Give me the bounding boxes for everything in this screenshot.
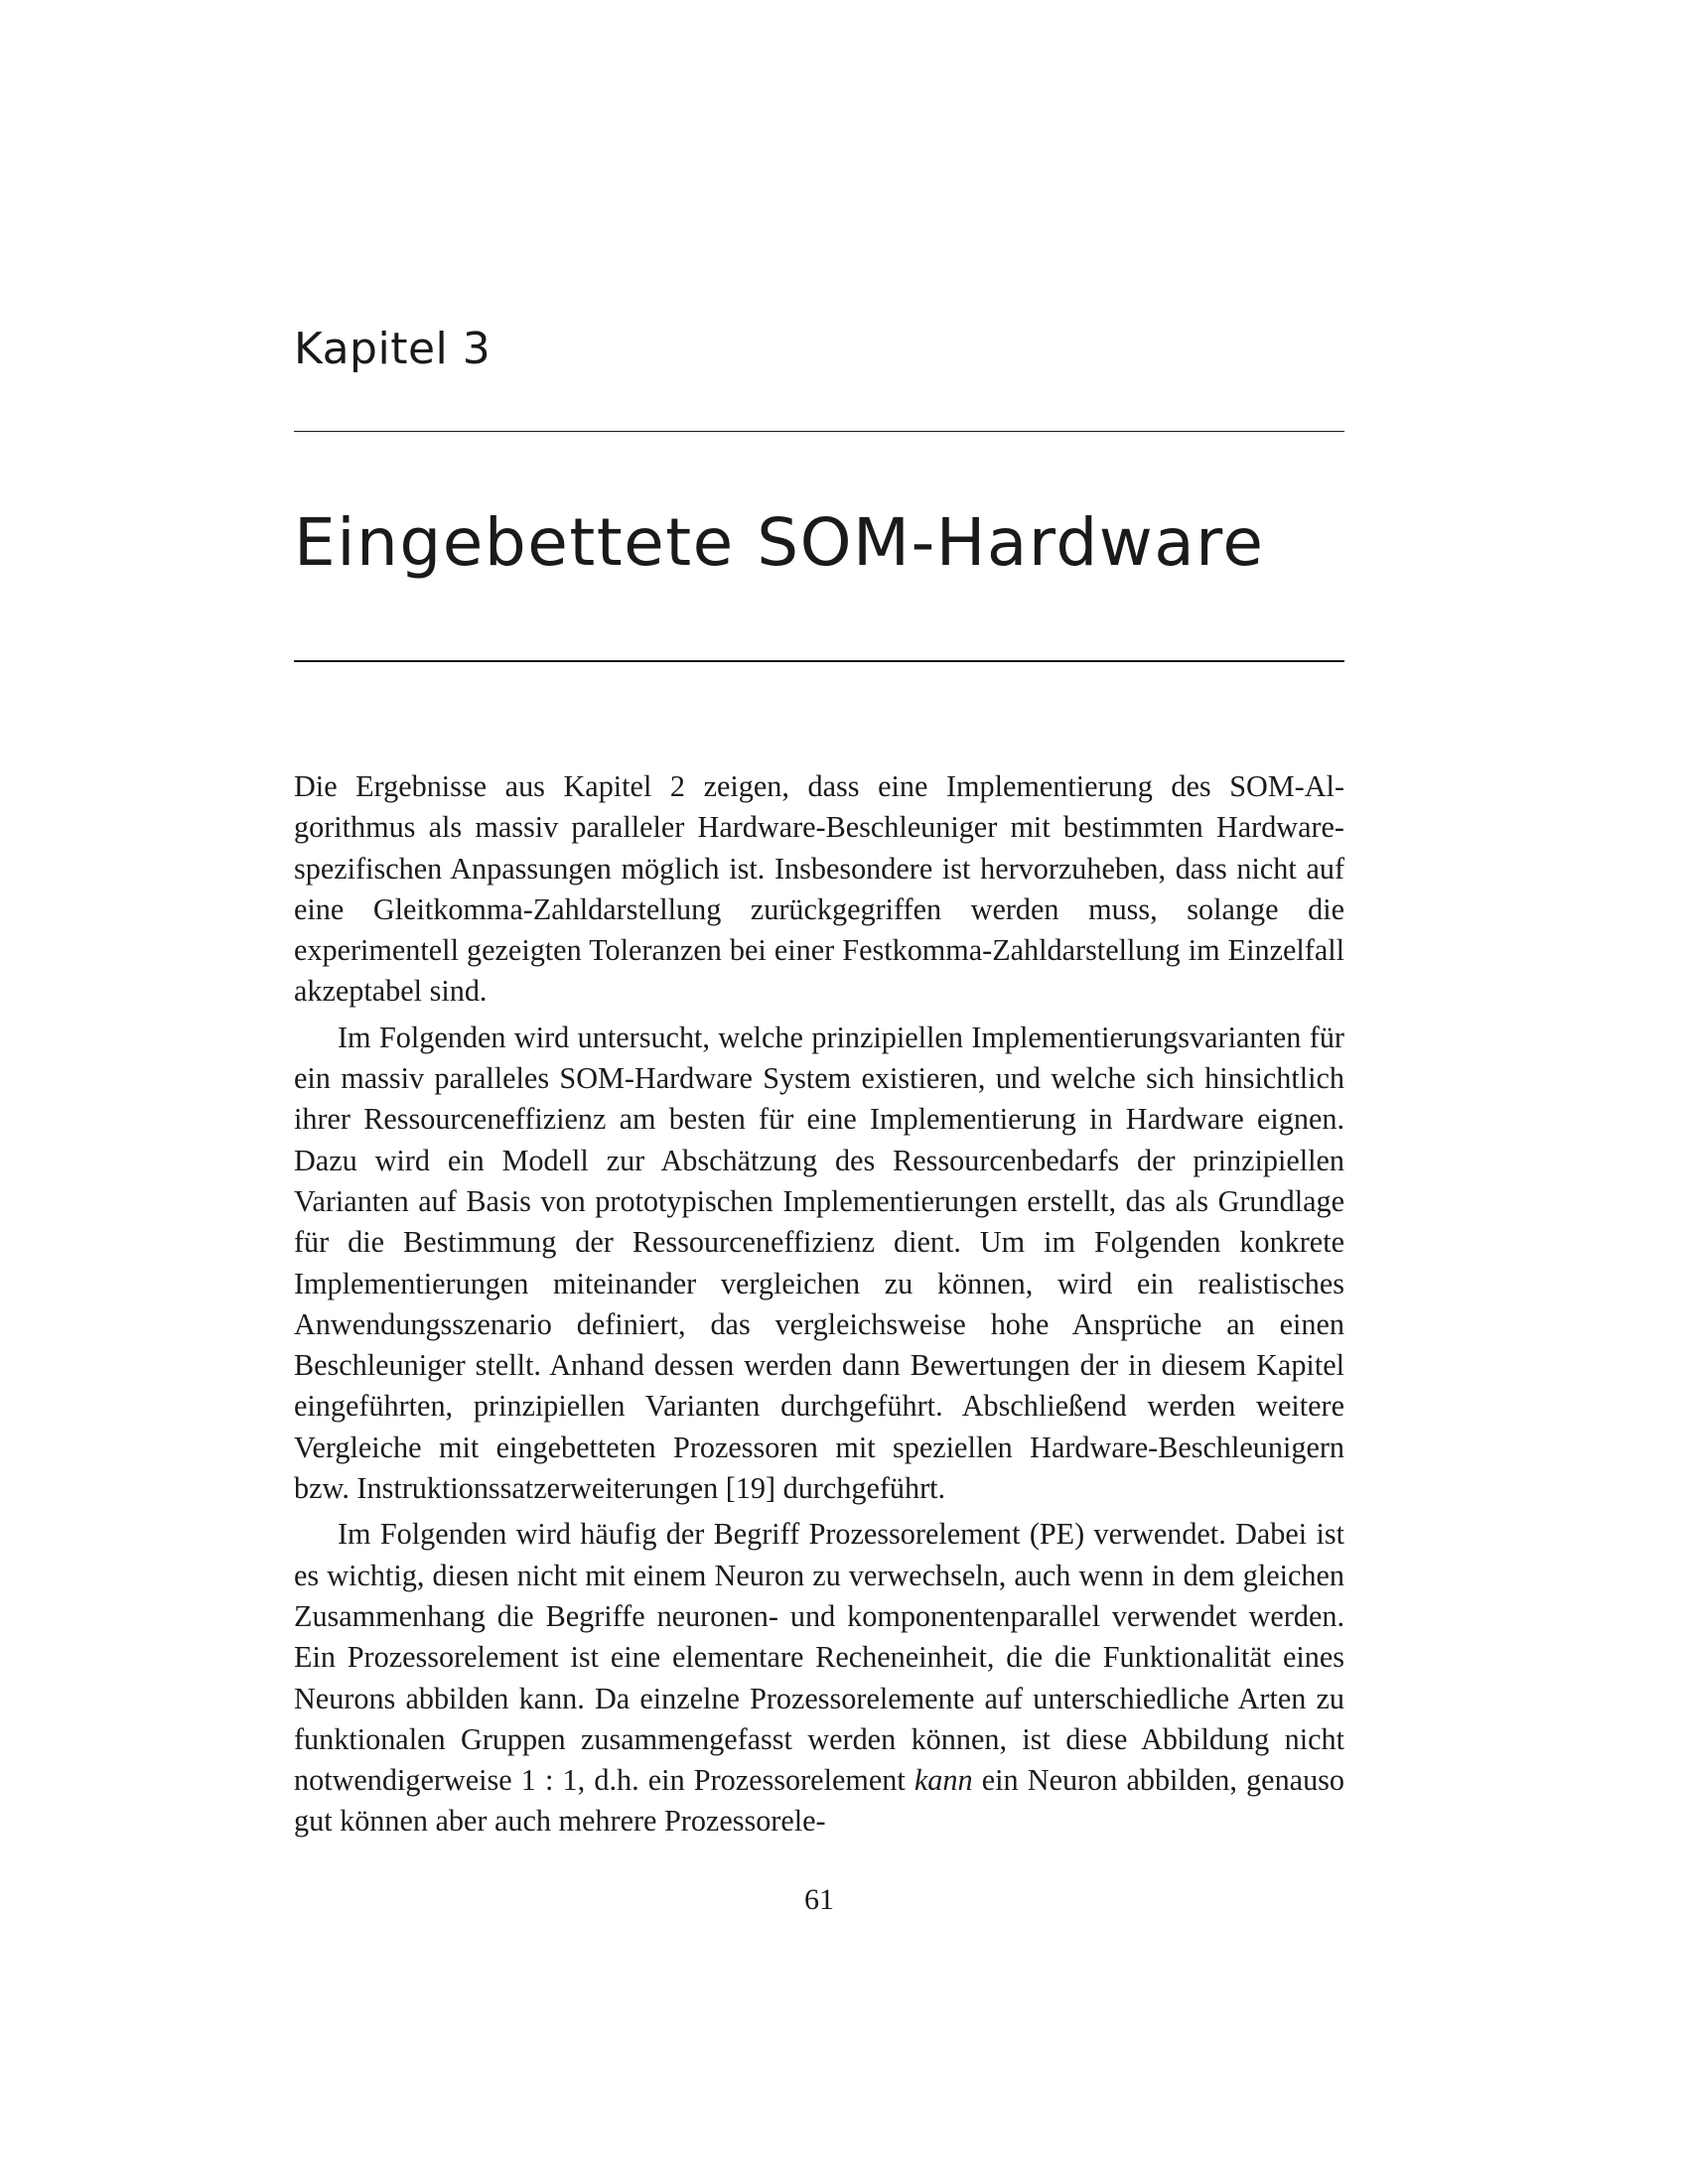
page-number: 61 xyxy=(804,1883,834,1916)
chapter-title: Eingebettete SOM-Hardware xyxy=(294,504,1265,581)
paragraph-text-start: Im Folgenden wird häufig der Begriff Prozessorelement (PE) verwendet. Dabei ist es wichtig, diesen nicht mit einem Neuron zu verwechseln, auch wenn in dem gleichen Zusammenhang die Begriffe neuronen- und komponentenparallel verwendet werden. Ein Prozessorelement ist eine elementare Recheneinheit, die die Funktionalität eines Neurons abbilden kann. Da einzelne Prozessorelemente auf unterschiedliche Arten zu funktionalen Gruppen zusammengefasst werden können, ist diese Abbildung nicht notwendigerweise 1 : 1, d.h. ein Prozessorelement xyxy=(294,1517,1344,1798)
paragraph-intro: Die Ergebnisse aus Kapitel 2 zeigen, dass eine Implementierung des SOM-Algorithmus als massiv paralleler Hardware-Beschleuniger mit bestimmten Hardware-spezifischen Anpassungen möglich ist. Insbesondere ist hervorzuheben, dass nicht auf eine Gleitkomma-Zahldarstellung zurückgegriffen werden muss, solange die experimentell gezeigten Toleranzen bei einer Festkomma-Zahldarstellung im Einzelfall akzeptabel sind. xyxy=(294,769,1344,1009)
chapter-divider-bottom xyxy=(294,660,1344,662)
paragraph-text-end: ein Neuron abbilden, genauso gut können aber auch mehrere Prozessorele- xyxy=(294,1763,1345,1839)
chapter-label: Kapitel 3 xyxy=(294,324,492,374)
paragraph-processing-element xyxy=(294,1514,1344,1842)
body-text xyxy=(294,766,1344,1847)
chapter-divider-top xyxy=(294,431,1344,432)
paragraph-variants: Im Folgenden wird untersucht, welche prinzipiellen Implementierungsvarianten für ein massiv paralleles SOM-Hardware System existieren, und welche sich hinsichtlich ihrer Ressourceneffizienz am besten für eine Implementierung in Hardware eignen. Dazu wird ein Modell zur Abschätzung des Ressourcenbedarfs der prinzipiellen Varianten auf Basis von prototypischen Implementierungen erstellt, das als Grundlage für die Bestimmung der Ressourceneffizienz dient. Um im Folgenden konkrete Implementierungen miteinander vergleichen zu können, wird ein realistisches Anwendungsszenario definiert, das vergleichsweise hohe Ansprüche an einen Beschleuniger stellt. Anhand dessen werden dann Bewertungen der in diesem Kapitel eingeführten, prinzipiellen Varianten durchgeführt. Abschließend werden weitere Vergleiche mit eingebetteten Prozessoren mit speziellen Hardware-Beschleunigern bzw. Instruktionssatzerweiterungen [19] durchgeführt. xyxy=(294,1020,1344,1506)
emphasis-kann: kann xyxy=(914,1763,973,1798)
